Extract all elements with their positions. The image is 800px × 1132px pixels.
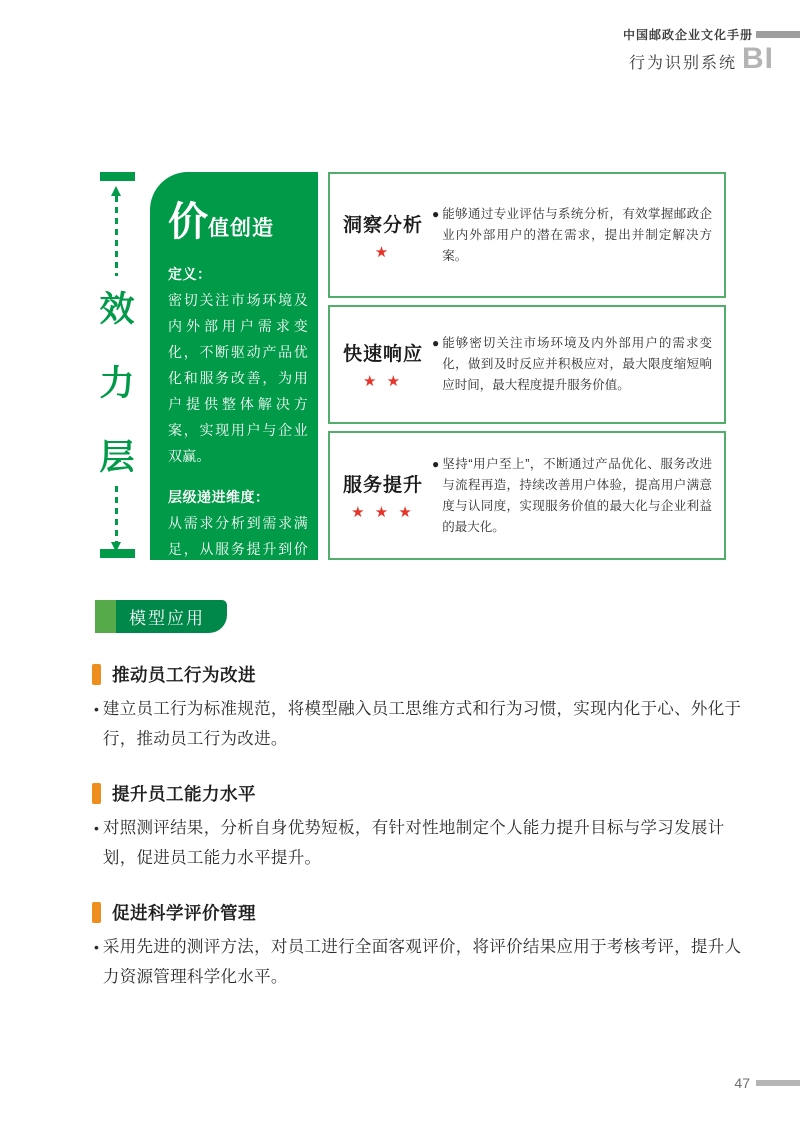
- section-title-text: 提升员工能力水平: [112, 784, 256, 804]
- app-section-capability: [92, 781, 758, 873]
- bullet-row: [92, 694, 758, 754]
- bullet-dot: ●: [432, 206, 440, 221]
- layer-char: 层: [99, 438, 135, 477]
- dashed-line-upper: [115, 196, 118, 276]
- level-name: 洞察分析: [342, 214, 423, 236]
- bullet-dot: •: [94, 701, 99, 717]
- section-body-text: 建立员工行为标准规范，将模型融入员工思维方式和行为习惯，实现内化于心、外化于行，推动员工行为改进。: [102, 700, 742, 748]
- bullet-row: [432, 333, 712, 396]
- level-box-insight: [328, 172, 726, 298]
- layer-char: 力: [99, 364, 135, 403]
- level-label-column: [330, 174, 430, 296]
- level-box-service: [328, 431, 726, 560]
- page-footer: [734, 1075, 800, 1091]
- book-title: 中国邮政企业文化手册: [622, 28, 753, 42]
- bullet-dot: •: [94, 939, 99, 955]
- application-sections: [92, 662, 758, 1019]
- orange-marker-bar: [92, 664, 101, 685]
- bullet-dot: ●: [432, 456, 440, 471]
- dimension-text: 从需求分析到需求满足，从服务提升到价值创造。: [168, 515, 308, 583]
- level-description: 坚持“用户至上”，不断通过产品优化、服务改进与流程再造，持续改善用户体验，提高用户满意度与认同度，实现服务价值的最大化与企业利益的最大化。: [442, 456, 712, 534]
- bullet-dot: ●: [432, 336, 440, 350]
- section-heading: [92, 900, 758, 925]
- layer-char: 效: [99, 290, 135, 329]
- section-title-text: 促进科学评价管理: [112, 903, 256, 923]
- level-label-column: [330, 307, 430, 422]
- rail-bottom-bar: [100, 549, 135, 558]
- level-text-column: [430, 174, 724, 296]
- header-decor-bar: [756, 31, 800, 38]
- bullet-row: [92, 932, 758, 992]
- dashed-line-lower: [115, 486, 118, 542]
- arrow-up-icon: [111, 186, 121, 196]
- section-body-text: 对照测评结果，分析自身优势短板，有针对性地制定个人能力提升目标与学习发展计划，促进员工能力水平提升。: [102, 819, 725, 867]
- header-bottom-row: [623, 42, 774, 75]
- section-body-text: 采用先进的测评方法，对员工进行全面客观评价，将评价结果应用于考核考评，提升人力资源管理科学化水平。: [102, 938, 742, 986]
- level-stars: ★: [374, 243, 392, 261]
- level-description: 能够通过专业评估与系统分析，有效掌握邮政企业内外部用户的潜在需求，提出并制定解决方案。: [442, 206, 712, 263]
- panel-title-rest: 值创造: [208, 217, 274, 240]
- bullet-row: [432, 204, 712, 267]
- section-heading: [92, 662, 758, 687]
- level-name: 快速响应: [342, 344, 423, 365]
- orange-marker-bar: [92, 783, 101, 804]
- definition-text: 密切关注市场环境及内外部用户需求变化，不断驱动产品优化和服务改善，为用户提供整体解决方案，实现用户与企业双赢。: [168, 292, 308, 464]
- model-application-tag: [95, 600, 227, 633]
- section-title: 行为识别系统: [628, 55, 737, 72]
- panel-title-big-char: 价: [168, 200, 208, 244]
- bullet-dot: •: [94, 820, 99, 836]
- footer-decor-bar: [756, 1080, 800, 1086]
- tag-accent-square: [95, 600, 116, 633]
- level-text-column: [430, 307, 724, 422]
- orange-marker-bar: [92, 902, 101, 923]
- page-header: [623, 26, 800, 73]
- level-name: 服务提升: [342, 475, 423, 496]
- level-label-column: [330, 433, 430, 558]
- tag-label: 模型应用: [116, 600, 227, 633]
- level-description: 能够密切关注市场环境及内外部用户的需求变化，做到及时反应并积极应对，最大限度缩短响应时间，最大程度提升服务价值。: [442, 336, 712, 392]
- section-title-text: 推动员工行为改进: [112, 665, 256, 685]
- level-box-response: [328, 305, 726, 424]
- bullet-row: [432, 454, 712, 538]
- definition-label: 定义：: [168, 266, 212, 282]
- value-creation-panel: [150, 172, 318, 583]
- level-text-column: [430, 433, 724, 558]
- level-stars: ★ ★: [362, 373, 404, 390]
- app-section-evaluation: [92, 900, 758, 992]
- panel-title: [168, 202, 308, 242]
- header-top-row: [623, 26, 800, 43]
- app-section-behavior: [92, 662, 758, 754]
- dimension-label: 层级递进维度：: [168, 489, 270, 505]
- level-stars: ★ ★ ★: [351, 504, 415, 521]
- section-heading: [92, 781, 758, 806]
- page-number: 47: [734, 1075, 750, 1091]
- rail-top-bar: [100, 172, 135, 181]
- bullet-row: [92, 813, 758, 873]
- bi-watermark: BI: [742, 42, 774, 75]
